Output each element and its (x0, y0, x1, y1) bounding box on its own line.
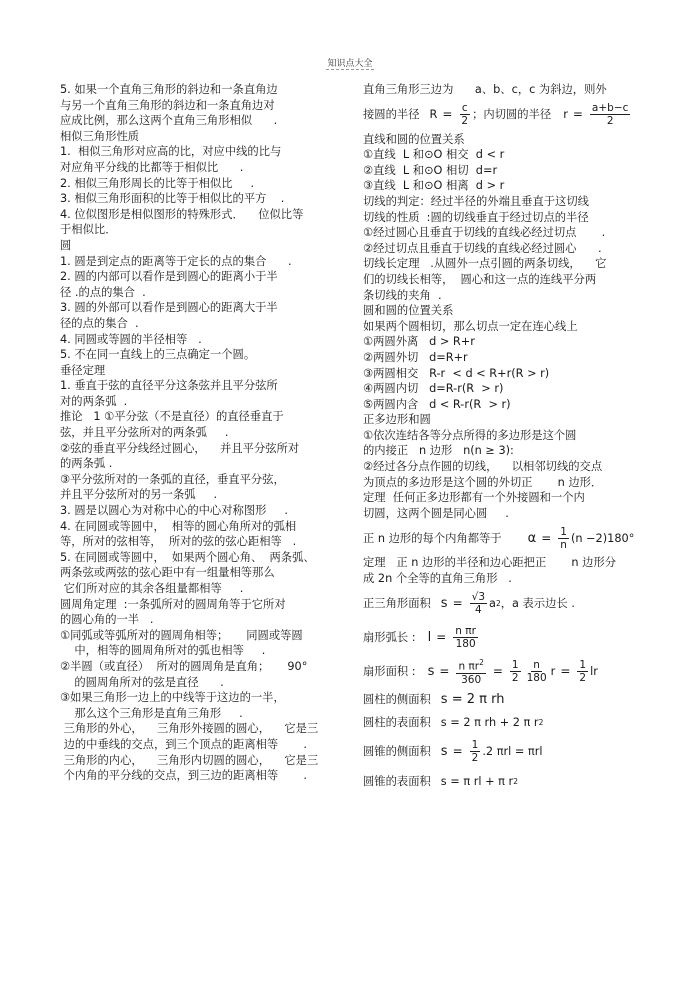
text-line: 三角形的外心， 三角形外接圆的圆心， 它是三 (60, 722, 319, 736)
numerator: √3 (471, 591, 486, 604)
text-line: 的圆心角的一半 . (60, 613, 154, 627)
header-divider (326, 69, 374, 70)
numerator: 1 (579, 659, 587, 672)
formula-label: 正三角形面积 (363, 596, 431, 610)
section-heading: 垂径定理 (60, 363, 106, 377)
formula-label: 扇形弧长 : (363, 630, 416, 644)
text-line: 5. 在同圆或等圆中， 如果两个圆心角、 两条弧、 (60, 550, 315, 564)
text-line: 个内角的平分线的交点，到三边的距离相等 . (60, 769, 307, 783)
denominator: 360 (461, 673, 482, 686)
formula-symbol: α (527, 530, 537, 546)
formula-symbol: s (427, 663, 435, 679)
exponent: 2 (479, 658, 484, 668)
interior-angle-formula (363, 521, 647, 555)
cone-lateral-formula (363, 735, 647, 769)
text-line: 那么这个三角形是直角三角形 . (60, 706, 243, 720)
denominator: 2 (606, 115, 614, 128)
formula-label: 接圆的半径 (363, 107, 420, 121)
denominator: n (560, 538, 567, 551)
fraction (577, 659, 588, 684)
formula-symbol: s (440, 595, 448, 611)
equals-sign: = (452, 743, 463, 758)
exponent: 2 (495, 598, 501, 608)
formula-text: lr (590, 664, 598, 678)
text-line: 等，所对的弦相等， 所对的弦的弦心距相等 . (60, 535, 297, 549)
section-heading: 圆 (60, 238, 72, 252)
text-line: 径 .的点的集合 . (60, 285, 146, 299)
text-line: 4. 在同圆或等圆中， 相等的圆心角所对的弧相 (60, 519, 297, 533)
formula-text: s = 2 π rh + 2 π r (440, 715, 539, 729)
fraction (459, 102, 470, 127)
formula-text: ；内切圆的半径 (472, 107, 552, 121)
equals-sign: = (492, 663, 503, 678)
text-line: 5. 不在同一直线上的三点确定一个圆。 (60, 348, 256, 362)
text-line: 切线的性质 :圆的切线垂直于经过切点的半径 (363, 210, 589, 224)
text-line: 3. 圆是以圆心为对称中心的中心对称图形 . (60, 504, 288, 518)
formula-text: .2 πrl = πrl (482, 744, 543, 758)
text-line: 边的中垂线的交点，到三个顶点的距离相等 . (60, 737, 307, 751)
text-line: ①依次连结各等分点所得的多边形是这个圆 (363, 428, 577, 442)
text-line: 4. 同圆或等圆的半径相等 . (60, 332, 202, 346)
text-line: 对应角平分线的比都等于相似比 . (60, 160, 244, 174)
formula-text: r (550, 664, 556, 678)
formula-label: 圆锥的表面积 (363, 774, 431, 788)
text-line: ③直线 L 和⊙O 相离 d > r (363, 179, 505, 193)
left-column (60, 82, 342, 784)
text-line: 于相似比． (60, 223, 117, 237)
fraction (525, 659, 549, 684)
text-line: 3. 相似三角形面积的比等于相似比的平方 . (60, 192, 285, 206)
section-heading: 相似三角形性质 (60, 129, 140, 143)
numerator-text: n πr (458, 660, 480, 673)
arc-length-formula (363, 621, 647, 655)
denominator: 2 (579, 672, 587, 685)
text-line: ①直线 L 和⊙O 相交 d < r (363, 148, 505, 162)
text-line: 定理 任何正多边形都有一个外接圆和一个内 (363, 491, 585, 505)
text-line: 成 2n 个全等的直角三角形 . (363, 572, 512, 586)
exponent: 2 (513, 776, 518, 786)
numerator: c (461, 102, 468, 115)
page-header: 知识点大全 (327, 59, 373, 69)
text-line: 为顶点的多边形是这个圆的外切正 n 边形． (363, 475, 603, 489)
formula-label: 圆柱的侧面积 (363, 692, 431, 706)
fraction (456, 657, 485, 686)
numerator: 1 (471, 739, 479, 752)
radius-formula (363, 98, 647, 132)
text-line: 并且平分弦所对的另一条弧 . (60, 488, 218, 502)
text-line: 直角三角形三边为 a、b、c，c 为斜边，则外 (363, 83, 607, 96)
exponent: 2 (538, 717, 544, 727)
equals-sign: = (439, 663, 450, 678)
right-column (363, 82, 647, 795)
text-line: 的内接正 n 边形 n(n ≥ 3): (363, 444, 514, 458)
denominator: 2 (461, 115, 469, 128)
equals-sign: = (560, 663, 571, 678)
text-line: 的两条弧 . (60, 457, 113, 471)
triangle-area-formula (363, 587, 647, 621)
text-line: 两条弦或两弦的弦心距中有一组量相等那么 (60, 566, 275, 580)
numerator: 1 (511, 659, 519, 672)
numerator: a+b−c (591, 102, 629, 115)
text-line: 定理 正 n 边形的半径和边心距把正 n 边形分 (363, 556, 617, 570)
text-line: 径的点的集合 . (60, 316, 139, 330)
equals-sign: = (436, 629, 447, 644)
formula-label: 扇形面积 : (363, 664, 416, 678)
numerator: n (533, 659, 540, 672)
cylinder-lateral-formula (363, 689, 647, 711)
equals-sign: = (572, 106, 583, 121)
text-line: ②直线 L 和⊙O 相切 d=r (363, 163, 498, 177)
fraction (470, 739, 481, 764)
formula-text: ，a 表示边长 . (500, 596, 575, 610)
text-line: 2. 圆的内部可以看作是到圆心的距离小于半 (60, 270, 278, 284)
text-line: 与另一个直角三角形的斜边和一条直角边对 (60, 98, 275, 112)
denominator: 180 (455, 638, 476, 651)
fraction (590, 102, 630, 127)
formula-label: 正 n 边形的每个内角都等于 (363, 531, 502, 545)
text-line: ②经过切点且垂直于切线的直线必经过圆心 . (363, 241, 602, 255)
text-line: ②半圆（或直径） 所对的圆周角是直角； 90° (60, 659, 308, 673)
denominator: 2 (471, 752, 479, 765)
formula-symbol: s (440, 743, 448, 759)
text-line: ⑤两圆内含 d < R-r(R > r) (363, 397, 511, 411)
equals-sign: = (541, 530, 552, 545)
fraction (510, 659, 521, 684)
text-line: 4. 位似图形是相似图形的特殊形式． 位似比等 (60, 207, 304, 221)
text-line: 如果两个圆相切，那么切点一定在连心线上 (363, 319, 578, 333)
text-line: 切圆，这两个圆是同心圆 . (363, 506, 509, 520)
section-heading: 正多边形和圆 (363, 413, 431, 427)
text-line: ①同弧或等弧所对的圆周角相等； 同圆或等圆 (60, 628, 303, 642)
text-line: 1. 圆是到定点的距离等于定长的点的集合 . (60, 254, 292, 268)
text-line: 对的两条弧 . (60, 394, 128, 408)
text-line: ①经过圆心且垂直于切线的直线必经过切点 . (363, 226, 606, 240)
cylinder-surface-formula (363, 711, 647, 735)
text-line: 1. 垂直于弦的直径平分这条弦并且平分弦所 (60, 379, 278, 393)
text-line: ③平分弦所对的一条弧的直径，垂直平分弦， (60, 472, 285, 486)
text-line: 中，相等的圆周角所对的弧也相等 . (60, 644, 266, 658)
formula-symbol: r (563, 107, 568, 121)
formula-symbol: R (429, 107, 438, 121)
fraction (558, 526, 569, 551)
text-line: 1. 相似三角形对应高的比，对应中线的比与 (60, 145, 282, 159)
equals-sign: = (452, 595, 463, 610)
formula-text: s = 2 π rh (440, 691, 505, 707)
text-line: 条切线的夹角 . (363, 288, 442, 302)
formula-label: 圆柱的表面积 (363, 715, 431, 729)
text-line: 3. 圆的外部可以看作是到圆心的距离大于半 (60, 301, 278, 315)
text-line: 们的切线长相等， 圆心和这一点的连线平分两 (363, 272, 597, 286)
text-line: 的圆周角所对的弦是直径 . (60, 675, 224, 689)
equals-sign: = (442, 106, 453, 121)
text-line: ②弦的垂直平分线经过圆心， 并且平分弦所对 (60, 441, 300, 455)
text-line: ①两圆外离 d > R+r (363, 335, 475, 349)
text-line: 切线的判定：经过半径的外端且垂直于这切线 (363, 194, 589, 208)
denominator: 4 (474, 604, 482, 617)
text-line: 5. 如果一个直角三角形的斜边和一条直角边 (60, 83, 278, 96)
numerator: n πr (455, 625, 476, 638)
text-line: 2. 相似三角形周长的比等于相似比 . (60, 176, 255, 190)
text-line: ②两圆外切 d=R+r (363, 350, 468, 364)
text-line: 三角形的内心， 三角形内切圆的圆心， 它是三 (60, 753, 319, 767)
formula-text: (n −2)180° (570, 531, 635, 545)
section-heading: 圆和圆的位置关系 (363, 304, 454, 318)
section-heading: 直线和圆的位置关系 (363, 132, 465, 146)
formula-label: 圆锥的侧面积 (363, 744, 431, 758)
text-line: 应成比例，那么这两个直角三角形相似 . (60, 114, 278, 128)
text-line: 推论 1 ①平分弦（不是直径）的直径垂直于 (60, 410, 284, 424)
fraction (453, 625, 478, 650)
denominator: 2 (511, 672, 519, 685)
sector-area-formula (363, 655, 647, 689)
numerator: 1 (560, 525, 567, 538)
text-line: ④两圆内切 d=R-r(R > r) (363, 382, 504, 396)
formula-symbol: l (427, 629, 432, 645)
formula-text: s = π rl + π r (440, 774, 514, 788)
fraction (470, 591, 487, 616)
text-line: 它们所对应的其余各组量都相等 . (60, 582, 244, 595)
denominator: 180 (526, 672, 547, 685)
text-line: 弦，并且平分弦所对的两条弧 . (60, 426, 229, 440)
formula-text: a (489, 596, 496, 610)
text-line: 圆周角定理 :一条弧所对的圆周角等于它所对 (60, 597, 286, 611)
numerator (456, 657, 485, 674)
text-line: ③如果三角形一边上的中线等于这边的一半， (60, 691, 285, 705)
cone-surface-formula (363, 769, 647, 795)
text-line: ③两圆相交 R-r < d < R+r(R > r) (363, 366, 550, 380)
text-line: 切线长定理 .从圆外一点引圆的两条切线， 它 (363, 257, 607, 271)
text-line: ②经过各分点作圆的切线， 以相邻切线的交点 (363, 460, 603, 474)
